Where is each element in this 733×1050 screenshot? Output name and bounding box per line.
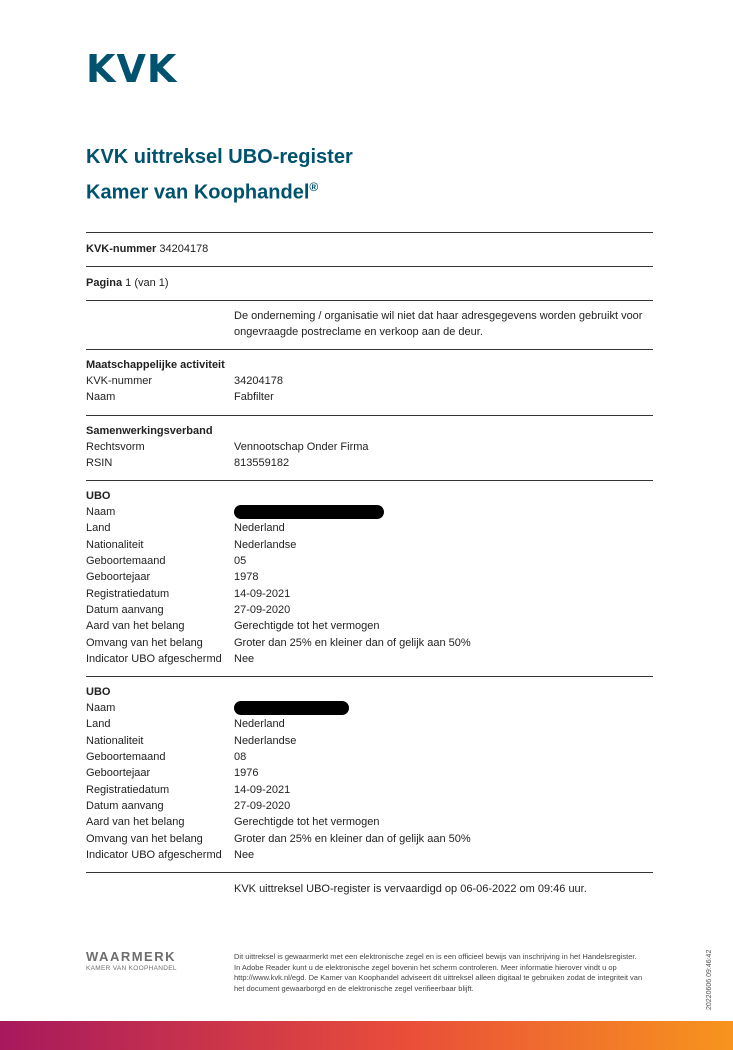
row-value: Nederlandse <box>234 734 297 747</box>
page-label: Pagina <box>86 277 123 289</box>
row-label: Naam <box>86 702 116 715</box>
row-value: 05 <box>234 555 247 568</box>
row-label: Indicator UBO afgeschermd <box>86 848 222 861</box>
row-label: Rechtsvorm <box>86 440 145 453</box>
row-value: 27-09-2020 <box>234 603 291 616</box>
row-label: KVK-nummer <box>86 375 153 387</box>
ubo-section-1 <box>86 481 653 676</box>
ubo-row <box>86 635 653 651</box>
ubo-row <box>86 700 653 716</box>
ubo-title: UBO <box>86 686 111 699</box>
row-value <box>234 504 653 520</box>
address-notice: De onderneming / organisatie wil niet dat haar adresgegevens worden gebruikt voor ongevraagde postreclame en verkoop aan de deur. <box>234 310 643 338</box>
ubo-row <box>86 847 653 863</box>
row-value: Gerechtigde tot het vermogen <box>234 620 380 633</box>
document-title <box>86 142 353 208</box>
row-value: Gerechtigde tot het vermogen <box>234 816 380 829</box>
row-label: Omvang van het belang <box>86 636 203 649</box>
kvk-number-row <box>86 233 653 266</box>
timestamp-stamp: 20220606 09:46:42 <box>706 949 713 1010</box>
row-label: Geboortejaar <box>86 767 151 780</box>
row-value: Groter dan 25% en kleiner dan of gelijk aan 50% <box>234 636 471 649</box>
extract-table <box>86 232 653 897</box>
row-value: 34204178 <box>234 375 283 387</box>
ubo-row <box>86 716 653 732</box>
ubo-row <box>86 602 653 618</box>
row-label: Geboortejaar <box>86 571 151 584</box>
page-row <box>86 267 653 300</box>
registered-mark: ® <box>309 180 319 194</box>
row-value: Nee <box>234 652 255 665</box>
waarmerk-seal <box>86 950 177 973</box>
row-value: 1978 <box>234 571 259 584</box>
ubo-row <box>86 504 653 520</box>
row-label: Datum aanvang <box>86 799 164 812</box>
ubo-row <box>86 537 653 553</box>
ubo-row <box>86 651 653 667</box>
row-value <box>234 700 653 716</box>
waarmerk-subtitle: KAMER VAN KOOPHANDEL <box>86 965 177 972</box>
row-label: Registratiedatum <box>86 783 170 796</box>
row-label: Geboortemaand <box>86 751 166 764</box>
partnership-row <box>86 439 653 455</box>
row-value: 08 <box>234 751 247 764</box>
row-label: Aard van het belang <box>86 620 185 633</box>
row-value: Nederland <box>234 522 285 535</box>
row-label: Land <box>86 718 111 731</box>
row-label: Registratiedatum <box>86 587 170 600</box>
row-label: Nationaliteit <box>86 734 144 747</box>
seal-disclaimer: Dit uittreksel is gewaarmerkt met een elektronische zegel en is een officieel bewijs van inschrijving in het Handelsregister. In Adobe Reader kunt u de elektronische zegel bovenin het scherm controleren. Meer informatie hierover vindt u op http://www.kvk.nl/egd. De Kamer van Koophandel adviseert dit uittreksel alleen digitaal te gebruiken zodat de integriteit van het document gewaarborgd en de elektronische zegel verifieerbaar blijft. <box>234 952 643 993</box>
ubo-row <box>86 798 653 814</box>
row-label: Geboortemaand <box>86 555 166 568</box>
row-value: 27-09-2020 <box>234 799 291 812</box>
row-value: Nee <box>234 848 255 861</box>
activity-row <box>86 389 653 405</box>
partnership-section <box>86 416 653 481</box>
partnership-title: Samenwerkingsverband <box>86 424 213 437</box>
ubo-row <box>86 765 653 781</box>
row-label: Omvang van het belang <box>86 832 203 845</box>
title-line-2 <box>86 172 353 208</box>
brand-color-band <box>0 1021 733 1050</box>
activity-section <box>86 350 653 415</box>
kvk-number-label: KVK-nummer <box>86 243 157 255</box>
ubo-row <box>86 782 653 798</box>
ubo-row <box>86 814 653 830</box>
waarmerk-title: WAARMERK <box>86 949 176 964</box>
partnership-row <box>86 455 653 471</box>
redacted-name <box>234 701 349 715</box>
row-value: Vennootschap Onder Firma <box>234 440 369 453</box>
activity-row <box>86 373 653 389</box>
row-label: Naam <box>86 391 116 404</box>
ubo-row <box>86 586 653 602</box>
ubo-row <box>86 553 653 569</box>
row-value: 1976 <box>234 767 259 780</box>
row-value: Nederland <box>234 718 285 731</box>
row-value: Nederlandse <box>234 538 297 551</box>
redacted-name <box>234 505 384 519</box>
row-value: 813559182 <box>234 456 290 469</box>
kvk-number-value: 34204178 <box>159 243 209 255</box>
row-value: Groter dan 25% en kleiner dan of gelijk aan 50% <box>234 832 471 845</box>
page-value: 1 (van 1) <box>125 277 169 289</box>
generated-statement: KVK uittreksel UBO-register is vervaardigd op 06-06-2022 om 09:46 uur. <box>234 883 587 896</box>
row-label: Naam <box>86 506 116 519</box>
ubo-title: UBO <box>86 490 111 503</box>
activity-title: Maatschappelijke activiteit <box>86 359 225 371</box>
row-label: Land <box>86 522 111 535</box>
title-line-2-text: Kamer van Koophandel <box>86 181 310 204</box>
row-label: Indicator UBO afgeschermd <box>86 652 222 665</box>
ubo-row <box>86 831 653 847</box>
ubo-row <box>86 618 653 634</box>
ubo-row <box>86 749 653 765</box>
row-value: 14-09-2021 <box>234 587 291 600</box>
kvk-logo: KVK <box>86 47 178 91</box>
ubo-row <box>86 733 653 749</box>
row-label: Aard van het belang <box>86 816 185 829</box>
ubo-row <box>86 520 653 536</box>
ubo-row <box>86 569 653 585</box>
title-line-1: KVK uittreksel UBO-register <box>86 146 353 168</box>
row-value: Fabfilter <box>234 391 274 404</box>
row-label: RSIN <box>86 456 113 469</box>
ubo-section-2 <box>86 677 653 872</box>
row-label: Datum aanvang <box>86 603 164 616</box>
row-label: Nationaliteit <box>86 538 144 551</box>
row-value: 14-09-2021 <box>234 783 291 796</box>
